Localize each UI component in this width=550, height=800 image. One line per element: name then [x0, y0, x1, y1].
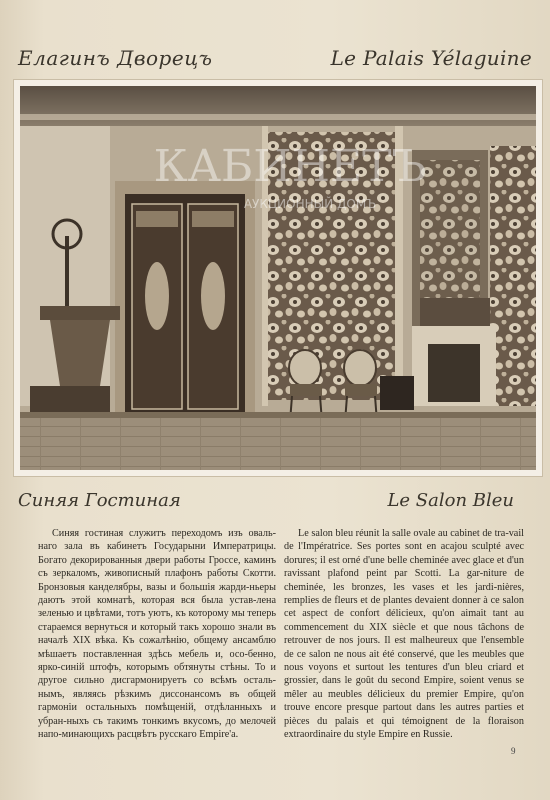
french-paragraph: Le salon bleu réunit la salle ovale au cabinet de tra-vail de l'Impératrice. Ses portes sont en acajou sculpté avec dorures; il est orné d'une belle cheminée avec glace et d'un ravissant plafond peint par Scotti. La gar-niture de cheminée, les bronzes, les vases et les jardi-nières, remplies de fleurs et de plantes devaient donner à ce salon cet aspect de confort délicieux, qu'on aimait tant au commencement du XIX siècle et que nous tâchons de retrouver de nos jours. Il est malheureux que l'ensemble de ce salon ne nous ait été conservé, que les meubles que nous voyons et surtout les tentures d'un bleu criard et grossier, dans le goût du second Empire, soient venus se mêler au meubles délicieux du premier Empire, qu'on trouve encore presque partout dans les autres parties et pièces du palais et qui témoignent de la floraison extraordinaire du style Empire en Russie. — [284, 528, 524, 741]
section-title-russian: Синяя Гостиная — [18, 490, 181, 511]
watermark-text: КАБИНЕТЪ — [153, 141, 427, 192]
french-text-column — [284, 527, 524, 742]
header-title-russian: Елагинъ Дворецъ — [18, 46, 213, 70]
header-title-french: Le Palais Yélaguine — [330, 46, 532, 70]
russian-text-column — [38, 527, 276, 742]
interior-photograph — [20, 86, 536, 470]
watermark-subtext: АУКЦИОННЫЙ ДОМЪ — [243, 197, 377, 211]
russian-paragraph: Синяя гостиная служитъ переходомъ изъ оваль-наго зала въ кабинетъ Государыни Императрицы. Богато декорированныя двери работы Гроссе, каминъ съ зеркаломъ, живописный плафонъ работы Скотти. Бронзовыя канделябры, вазы и большія жарди-ньеры даютъ этой комнатѣ, которая вся была устав-лена зеленью и цвѣтами, тотъ уютъ, къ которому мы теперь стараемся вернуться и который такъ хорошо знали въ началѣ XIX вѣка. Къ сожалѣнію, общему ансамблю мѣшаетъ поставленная здѣсь мебель и, осо-бенно, ярко-синій штофъ, которымъ обтянуты стѣны. То и другое сильно дисгармонируетъ со всѣмъ осталь-нымъ, являясь рѣзкимъ диссонансомъ въ общей гармоніи остальныхъ помѣщеній, отдѣланныхъ и убран-ныхъ съ такимъ тонкимъ вкусомъ, до мелочей напо-минающихъ расцвѣтъ русскаго Empire'а. — [38, 528, 276, 741]
salon-interior-illustration — [20, 86, 536, 470]
photo-frame — [14, 80, 542, 476]
page-number: 9 — [511, 746, 516, 756]
section-title-french: Le Salon Bleu — [387, 490, 514, 511]
